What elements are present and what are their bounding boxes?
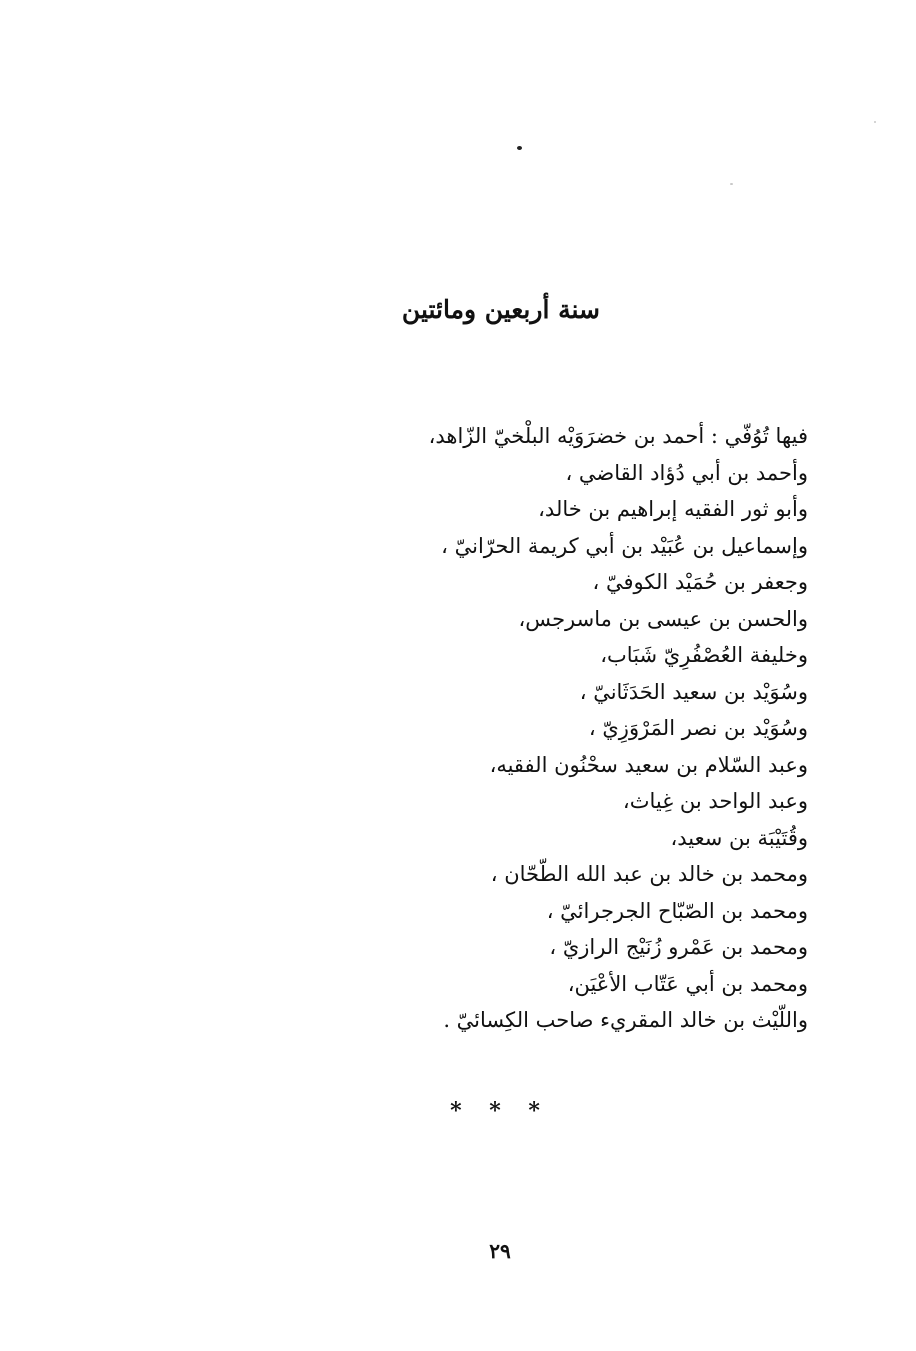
list-item: واللّيْث بن خالد المقريء صاحب الكِسائيّ .	[443, 1008, 808, 1032]
list-item: ومحمد بن عَمْرو زُنَيْج الرازيّ ،	[549, 935, 808, 959]
list-item: ومحمد بن خالد بن عبد الله الطّحّان ،	[490, 862, 808, 886]
list-item: وخليفة العُصْفُرِيّ شَبَاب،	[600, 643, 808, 667]
list-item: وجعفر بن حُمَيْد الكوفيّ ،	[592, 570, 808, 594]
page-number: ٢٩	[489, 1239, 511, 1263]
section-heading: سنة أربعين ومائتين	[401, 295, 600, 324]
list-item: والحسن بن عيسى بن ماسرجس،	[518, 606, 808, 631]
list-item: فيها تُوُفّي : أحمد بن خضرَوَيْه البلْخيّ الزّاهد،	[428, 424, 808, 448]
section-separator: * * *	[450, 1098, 550, 1124]
list-item: ومحمد بن أبي عَتّاب الأعْيَن،	[567, 971, 808, 996]
list-item: وعبد السّلام بن سعيد سحْنُون الفقيه،	[489, 752, 808, 777]
list-item: وسُوَيْد بن نصر المَرْوَزِيّ ،	[588, 716, 808, 740]
list-item: وقُتَيْبَة بن سعيد،	[670, 825, 808, 850]
list-item: وسُوَيْد بن سعيد الحَدَثَانيّ ،	[579, 679, 808, 704]
deaths-list	[328, 418, 808, 1039]
ink-dot	[517, 146, 522, 150]
scan-speck	[874, 121, 876, 123]
list-item: وإسماعيل بن عُبَيْد بن أبي كريمة الحرّانيّ ،	[441, 533, 808, 558]
list-item: وأبو ثور الفقيه إبراهيم بن خالد،	[538, 497, 808, 521]
list-item: وأحمد بن أبي دُؤاد القاضي ،	[565, 460, 808, 485]
list-item: وعبد الواحد بن غِياث،	[622, 789, 808, 813]
scan-speck	[730, 183, 733, 185]
list-item: ومحمد بن الصّبّاح الجرجرائيّ ،	[546, 898, 808, 923]
